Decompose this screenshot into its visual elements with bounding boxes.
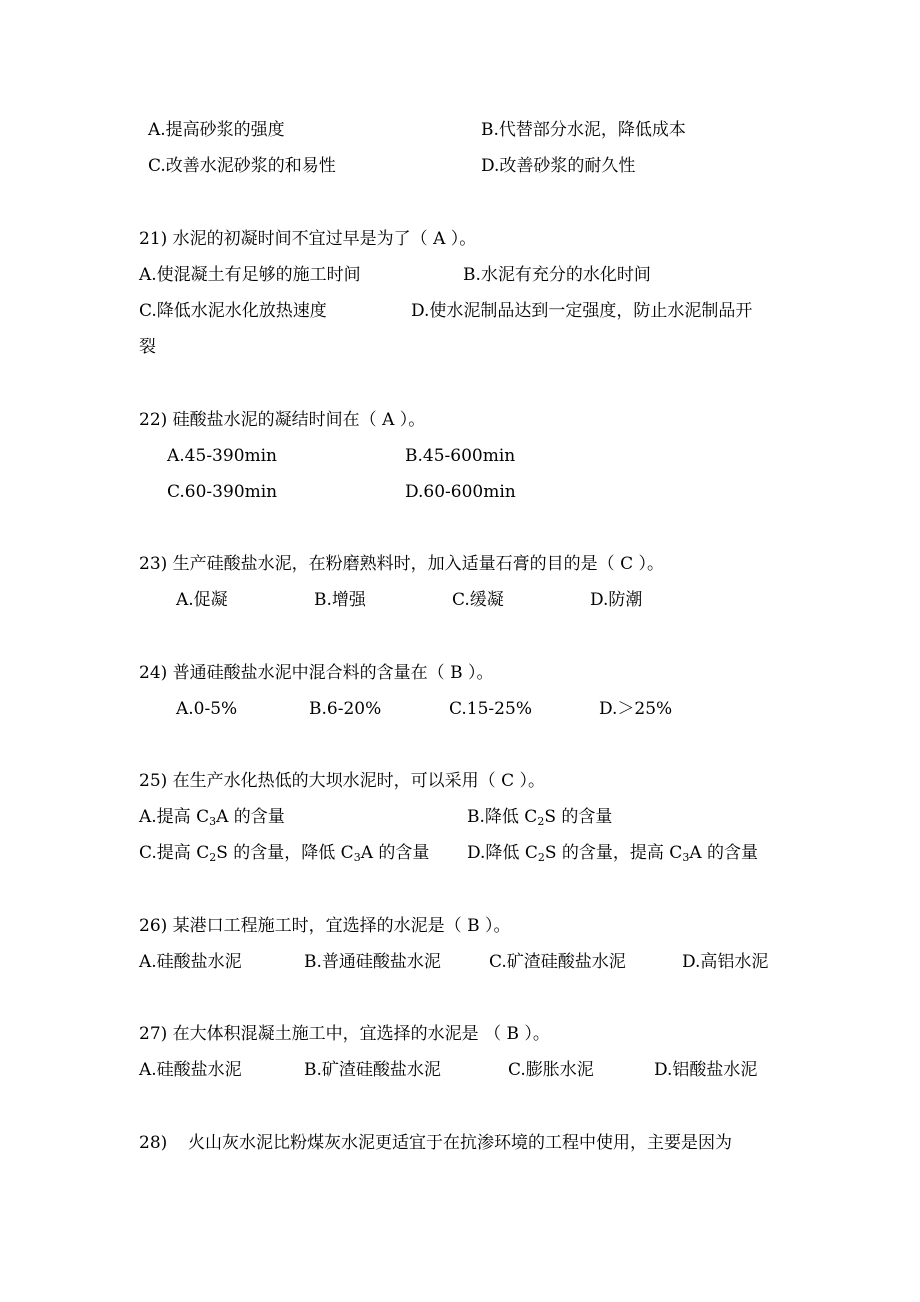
q20-option-b: B.代替部分水泥，降低成本	[481, 120, 686, 140]
q25-option-d-post: A 的含量	[689, 843, 758, 863]
q25-option-a-post: A 的含量	[216, 807, 285, 827]
q22-stem-line	[0, 402, 920, 438]
q22-option-b: B.45-600min	[405, 446, 516, 466]
q20-options-row-1	[0, 112, 920, 148]
q26-option-b: B.普通硅酸盐水泥	[304, 952, 441, 972]
q26-stem-line	[0, 908, 920, 944]
q21-stem-line	[0, 221, 920, 257]
q27-option-b: B.矿渣硅酸盐水泥	[304, 1060, 441, 1080]
q20-options-row-2	[0, 148, 920, 184]
q28-number: 28)	[139, 1133, 168, 1153]
q25-option-c	[139, 835, 429, 871]
q25-option-b-pre: B.降低 C	[467, 807, 538, 827]
q25-option-a-pre: A.提高 C	[139, 807, 210, 827]
q25-option-c-subscript-1: 2	[209, 851, 217, 864]
q27-option-d: D.铝酸盐水泥	[654, 1060, 758, 1080]
q21-option-a: A.使混凝土有足够的施工时间	[139, 265, 361, 285]
q20-option-c: C.改善水泥砂浆的和易性	[148, 156, 336, 176]
q25-option-c-mid: S 的含量，降低 C	[216, 843, 354, 863]
q25-stem-line	[0, 763, 920, 799]
q25-option-b	[467, 799, 612, 835]
q27-options-row	[0, 1052, 920, 1088]
q23-option-d: D.防潮	[590, 590, 643, 610]
q25-option-d-mid: S 的含量，提高 C	[544, 843, 683, 863]
q23-options-row	[0, 582, 920, 618]
q22-stem: 22) 硅酸盐水泥的凝结时间在（ A ）。	[139, 410, 426, 430]
q25-option-a-subscript: 3	[209, 815, 217, 828]
q24-stem-line	[0, 655, 920, 691]
q26-option-a: A.硅酸盐水泥	[139, 952, 242, 972]
q21-option-d-continuation: 裂	[139, 337, 156, 357]
q21-stem: 21) 水泥的初凝时间不宜过早是为了（ A ）。	[139, 229, 477, 249]
q21-option-c: C.降低水泥水化放热速度	[139, 301, 327, 321]
q22-option-d: D.60-600min	[405, 482, 516, 502]
q25-option-d-subscript-1: 2	[537, 851, 545, 864]
q23-option-a: A.促凝	[176, 590, 228, 610]
q25-option-d-pre: D.降低 C	[467, 843, 538, 863]
q25-option-d-subscript-2: 3	[682, 851, 690, 864]
q21-option-d: D.使水泥制品达到一定强度，防止水泥制品开	[411, 301, 753, 321]
q21-options-row-1	[0, 257, 920, 293]
q22-options-row-2	[0, 474, 920, 510]
q21-options-row-2	[0, 293, 920, 329]
q22-options-row-1	[0, 438, 920, 474]
q24-option-d: D.＞25%	[599, 699, 673, 719]
q25-option-d	[467, 835, 758, 871]
q23-stem-line	[0, 546, 920, 582]
q21-option-d-continuation-line	[0, 329, 920, 365]
q25-option-b-subscript: 2	[537, 815, 545, 828]
q26-stem: 26) 某港口工程施工时，宜选择的水泥是（ B ）。	[139, 916, 511, 936]
q20-option-d: D.改善砂浆的耐久性	[481, 156, 636, 176]
q25-options-row-2	[0, 835, 920, 871]
q25-option-b-post: S 的含量	[544, 807, 613, 827]
q23-option-c: C.缓凝	[452, 590, 504, 610]
q26-option-d: D.高铝水泥	[682, 952, 769, 972]
q23-option-b: B.增强	[314, 590, 366, 610]
q25-option-c-post: A 的含量	[360, 843, 430, 863]
q22-option-a: A.45-390min	[167, 446, 278, 466]
q25-option-a	[139, 799, 285, 835]
q27-stem: 27) 在大体积混凝土施工中，宜选择的水泥是 （ B ）。	[139, 1024, 550, 1044]
q26-option-c: C.矿渣硅酸盐水泥	[489, 952, 626, 972]
q24-option-a: A.0-5%	[176, 699, 238, 719]
q24-option-b: B.6-20%	[309, 699, 382, 719]
q21-option-b: B.水泥有充分的水化时间	[463, 265, 651, 285]
q26-options-row	[0, 944, 920, 980]
q24-option-c: C.15-25%	[449, 699, 532, 719]
q24-stem: 24) 普通硅酸盐水泥中混合料的含量在（ B ）。	[139, 663, 494, 683]
q25-option-c-subscript-2: 3	[353, 851, 361, 864]
q24-options-row	[0, 691, 920, 727]
q20-option-a: A.提高砂浆的强度	[148, 120, 285, 140]
q25-option-c-pre: C.提高 C	[139, 843, 210, 863]
q28-stem-line	[0, 1125, 920, 1161]
q22-option-c: C.60-390min	[167, 482, 278, 502]
q27-option-c: C.膨胀水泥	[508, 1060, 594, 1080]
q25-options-row-1	[0, 799, 920, 835]
q28-stem: 火山灰水泥比粉煤灰水泥更适宜于在抗渗环境的工程中使用，主要是因为	[188, 1133, 732, 1153]
q23-stem: 23) 生产硅酸盐水泥，在粉磨熟料时，加入适量石膏的目的是（ C ）。	[139, 554, 664, 574]
q25-stem: 25) 在生产水化热低的大坝水泥时，可以采用（ C ）。	[139, 771, 545, 791]
q27-option-a: A.硅酸盐水泥	[139, 1060, 242, 1080]
q27-stem-line	[0, 1016, 920, 1052]
